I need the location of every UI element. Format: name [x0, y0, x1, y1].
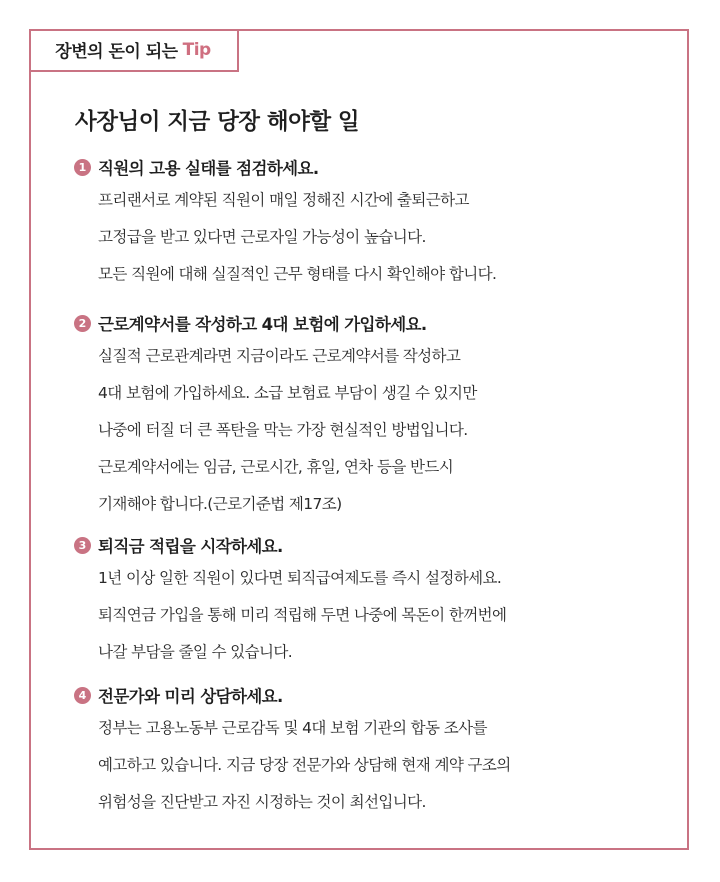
body-line: 4대 보험에 가입하세요. 소급 보험료 부담이 생길 수 있지만 [98, 384, 477, 402]
number-badge: 1 [74, 159, 91, 176]
tip-section-1 [74, 152, 664, 293]
body-line: 실질적 근로관계라면 지금이라도 근로계약서를 작성하고 [98, 347, 461, 365]
number-badge: 4 [74, 687, 91, 704]
section-body [74, 710, 664, 821]
section-body [74, 182, 664, 293]
section-heading [74, 152, 664, 182]
section-heading-text: 직원의 고용 실태를 점검하세요. [98, 159, 319, 178]
body-line: 퇴직연금 가입을 통해 미리 적립해 두면 나중에 목돈이 한꺼번에 [98, 606, 507, 624]
section-heading [74, 530, 664, 560]
section-heading-text: 퇴직금 적립을 시작하세요. [98, 537, 283, 556]
tip-section-2 [74, 308, 664, 523]
tab-accent-text: Tip [182, 39, 211, 60]
body-line: 기재해야 합니다.(근로기준법 제17조) [98, 495, 342, 513]
body-line: 나갈 부담을 줄일 수 있습니다. [98, 643, 293, 661]
section-heading [74, 680, 664, 710]
section-body [74, 560, 664, 671]
body-line: 예고하고 있습니다. 지금 당장 전문가와 상담해 현재 계약 구조의 [98, 756, 511, 774]
body-line: 고정급을 받고 있다면 근로자일 가능성이 높습니다. [98, 228, 426, 246]
tip-section-3 [74, 530, 664, 671]
body-line: 모든 직원에 대해 실질적인 근무 형태를 다시 확인해야 합니다. [98, 265, 497, 283]
number-badge: 2 [74, 315, 91, 332]
tab-label-text: 장변의 돈이 되는 [55, 42, 178, 62]
body-line: 1년 이상 일한 직원이 있다면 퇴직급여제도를 즉시 설정하세요. [98, 569, 502, 587]
body-line: 근로계약서에는 임금, 근로시간, 휴일, 연차 등을 반드시 [98, 458, 454, 476]
tip-tab-label [29, 29, 239, 72]
section-heading [74, 308, 664, 338]
card-title: 사장님이 지금 당장 해야할 일 [75, 109, 360, 135]
section-heading-text: 전문가와 미리 상담하세요. [98, 687, 283, 706]
section-heading-text: 근로계약서를 작성하고 4대 보험에 가입하세요. [98, 315, 427, 334]
body-line: 위험성을 진단받고 자진 시정하는 것이 최선입니다. [98, 793, 426, 811]
body-line: 프리랜서로 계약된 직원이 매일 정해진 시간에 출퇴근하고 [98, 191, 469, 209]
number-badge: 3 [74, 537, 91, 554]
body-line: 정부는 고용노동부 근로감독 및 4대 보험 기관의 합동 조사를 [98, 719, 487, 737]
section-body [74, 338, 664, 523]
body-line: 나중에 터질 더 큰 폭탄을 막는 가장 현실적인 방법입니다. [98, 421, 468, 439]
tip-section-4 [74, 680, 664, 821]
